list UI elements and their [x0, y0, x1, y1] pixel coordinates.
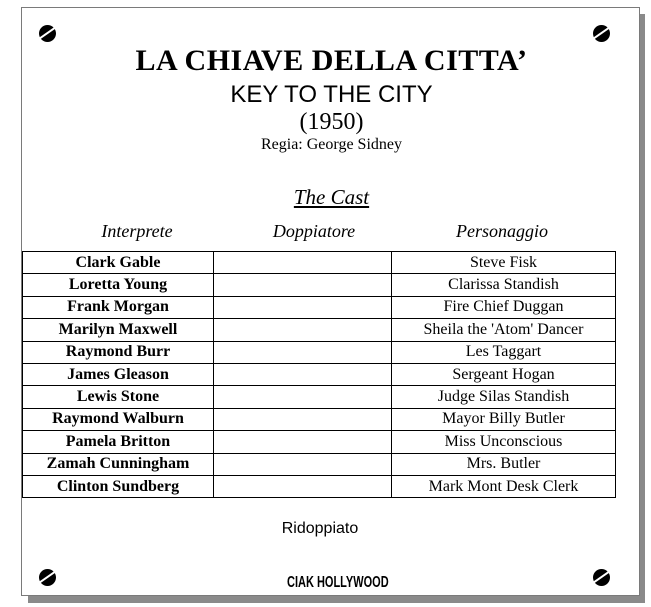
- table-row: [23, 296, 616, 318]
- actor-cell: Zamah Cunningham: [23, 453, 214, 475]
- cast-table: [22, 251, 616, 498]
- actor-cell: Clark Gable: [23, 252, 214, 274]
- actor-cell: Raymond Walburn: [23, 408, 214, 430]
- dubber-cell: [214, 296, 392, 318]
- screw-top-right-icon: [593, 25, 610, 42]
- table-row: [23, 475, 616, 497]
- actor-cell: Marilyn Maxwell: [23, 319, 214, 341]
- table-row: [23, 363, 616, 385]
- ciak-hollywood-logo: CIAK HOLLYWOOD: [287, 574, 389, 592]
- table-row: [23, 386, 616, 408]
- film-year: (1950): [299, 109, 364, 135]
- character-cell: Mark Mont Desk Clerk: [392, 475, 616, 497]
- actor-cell: Clinton Sundberg: [23, 475, 214, 497]
- dubber-cell: [214, 408, 392, 430]
- character-cell: Judge Silas Standish: [392, 386, 616, 408]
- dubber-cell: [214, 475, 392, 497]
- actor-cell: Lewis Stone: [23, 386, 214, 408]
- dubber-cell: [214, 431, 392, 453]
- actor-cell: Loretta Young: [23, 274, 214, 296]
- actor-cell: Pamela Britton: [23, 431, 214, 453]
- dubber-cell: [214, 363, 392, 385]
- table-row: [23, 431, 616, 453]
- character-cell: Sheila the 'Atom' Dancer: [392, 319, 616, 341]
- column-header-doppiatore: Doppiatore: [272, 221, 356, 241]
- film-english-title: KEY TO THE CITY: [230, 81, 433, 108]
- actor-cell: James Gleason: [23, 363, 214, 385]
- table-row: [23, 453, 616, 475]
- screw-bottom-right-icon: [593, 569, 610, 586]
- dubber-cell: [214, 453, 392, 475]
- character-cell: Miss Unconscious: [392, 431, 616, 453]
- table-row: [23, 252, 616, 274]
- table-row: [23, 319, 616, 341]
- character-cell: Fire Chief Duggan: [392, 296, 616, 318]
- table-row: [23, 274, 616, 296]
- dubber-cell: [214, 274, 392, 296]
- actor-cell: Raymond Burr: [23, 341, 214, 363]
- dubber-cell: [214, 341, 392, 363]
- character-cell: Steve Fisk: [392, 252, 616, 274]
- character-cell: Les Taggart: [392, 341, 616, 363]
- dubbing-note: Ridoppiato: [281, 520, 359, 537]
- table-row: [23, 341, 616, 363]
- character-cell: Mrs. Butler: [392, 453, 616, 475]
- dubber-cell: [214, 252, 392, 274]
- column-header-personaggio: Personaggio: [456, 221, 548, 241]
- column-header-interprete: Interprete: [101, 221, 173, 241]
- dubber-cell: [214, 386, 392, 408]
- screw-top-left-icon: [39, 25, 56, 42]
- screw-bottom-left-icon: [39, 569, 56, 586]
- film-title: LA CHIAVE DELLA CITTA’: [135, 44, 528, 77]
- film-director: Regia: George Sidney: [260, 136, 402, 153]
- character-cell: Mayor Billy Butler: [392, 408, 616, 430]
- dubber-cell: [214, 319, 392, 341]
- character-cell: Clarissa Standish: [392, 274, 616, 296]
- cast-plate: [21, 7, 640, 596]
- cast-heading: The Cast: [293, 185, 370, 209]
- actor-cell: Frank Morgan: [23, 296, 214, 318]
- table-row: [23, 408, 616, 430]
- character-cell: Sergeant Hogan: [392, 363, 616, 385]
